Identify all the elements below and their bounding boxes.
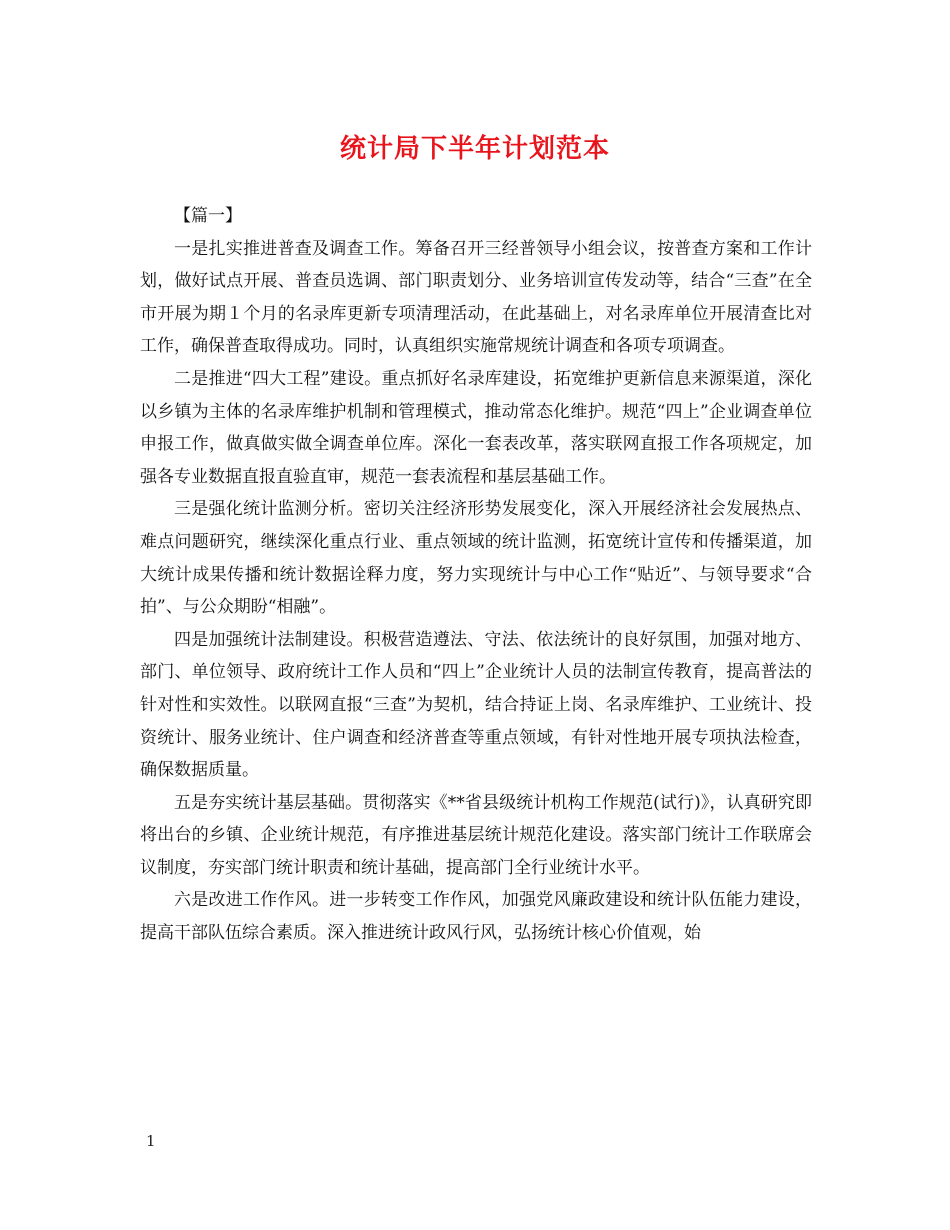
paragraph-4: 四是加强统计法制建设。积极营造遵法、守法、依法统计的良好氛围，加强对地方、部门、单位领导、政府统计工作人员和“四上”企业统计人员的法制宣传教育，提高普法的针对性和实效性。以联网直报“三查”为契机，结合持证上岗、名录库维护、工业统计、投资统计、服务业统计、住户调查和经济普查等重点领域，有针对性地开展专项执法检查，确保数据质量。 (140, 629, 812, 781)
paragraph-2: 二是推进“四大工程”建设。重点抓好名录库建设，拓宽维护更新信息来源渠道，深化以乡镇为主体的名录库维护机制和管理模式，推动常态化维护。规范“四上”企业调查单位申报工作，做真做实做全调查单位库。深化一套表改革，落实联网直报工作各项规定，加强各专业数据直报直验直审，规范一套表流程和基层基础工作。 (140, 368, 812, 487)
paragraph-6: 六是改进工作作风。进一步转变工作作风，加强党风廉政建设和统计队伍能力建设，提高干部队伍综合素质。深入推进统计政风行风，弘扬统计核心价值观，始 (140, 890, 812, 944)
page-number: 1 (146, 1132, 156, 1150)
paragraph-5: 五是夯实统计基层基础。贯彻落实《**省县级统计机构工作规范(试行)》，认真研究即将出台的乡镇、企业统计规范，有序推进基层统计规范化建设。落实部门统计工作联席会议制度，夯实部门统计职责和统计基础，提高部门全行业统计水平。 (140, 792, 812, 878)
paragraph-1: 一是扎实推进普查及调查工作。筹备召开三经普领导小组会议，按普查方案和工作计划，做好试点开展、普查员选调、部门职责划分、业务培训宣传发动等，结合“三查”在全市开展为期１个月的名录库更新专项清理活动，在此基础上，对名录库单位开展清查比对工作，确保普查取得成功。同时，认真组织实施常规统计调查和各项专项调查。 (140, 238, 812, 357)
document-title: 统计局下半年计划范本 (339, 134, 610, 164)
document-body (140, 200, 812, 950)
paragraph-3: 三是强化统计监测分析。密切关注经济形势发展变化，深入开展经济社会发展热点、难点问题研究，继续深化重点行业、重点领域的统计监测，拓宽统计宣传和传播渠道，加大统计成果传播和统计数据诠释力度，努力实现统计与中心工作“贴近”、与领导要求“合拍”、与公众期盼“相融”。 (140, 499, 812, 618)
section-label: 【篇一】 (174, 206, 242, 226)
